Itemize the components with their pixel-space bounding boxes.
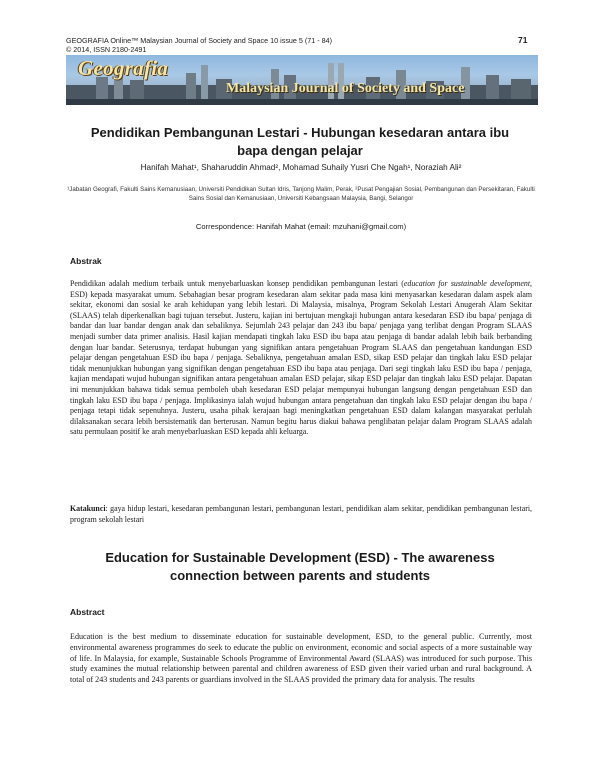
abstrak-italic-term: education for sustainable development: [403, 279, 531, 288]
abstrak-text-start: Pendidikan adalah medium terbaik untuk menyebarluaskan konsep pendidikan pembangunan lestari (: [70, 279, 404, 288]
abstrak-heading: Abstrak: [70, 256, 102, 266]
journal-banner: [66, 55, 538, 105]
journal-line: GEOGRAFIA Online™ Malaysian Journal of Society and Space 10 issue 5 (71 - 84): [66, 36, 333, 45]
banner-subtitle: Malaysian Journal of Society and Space: [226, 81, 465, 96]
keywords-malay: [70, 504, 532, 525]
journal-header: [66, 36, 536, 54]
article-title-malay: Pendidikan Pembangunan Lestari - Hubungan kesedaran antara ibu bapa dengan pelajar: [90, 125, 510, 158]
keywords-label: Katakunci: [70, 504, 106, 513]
abstrak-text-rest: , ESD) kepada masyarakat umum. Sebahagian besar program kesedaran alam sekitar pada masa kini menyasarkan kesedaran dalam aspek alam sekitar, ekonomi dan sosial ke arah kehidupan yang lebih lestari. Di Malaysia, misalnya, Program Sekolah Lestari Anugerah Alam Sekitar (SLAAS) telah diperkenalkan bagi tujuan tersebut. Justeru, kajian ini bertujuan mengkaji hubungan antara kesedaran ESD ibu bapa/ penjaga di bandar dan luar bandar dengan anak dan sebaliknya. Sejumlah 243 pelajar dan 243 ibu bapa/ penjaga yang terlibat dengan Program SLAAS menjadi sumber data primer analisis. Hasil kajian mendapati tingkah laku ESD ibu bapa atau penjaga di bandar adalah lebih baik berbanding dengan luar bandar. Seterusnya, terdapat hubungan yang signifikan antara pengetahuan Program SLAAS dan pengetahuan kandungan ESD pelajar dengan pengetahuan ESD ibu bapa / penjaga. Sebaliknya, pengetahuan amalan ESD, sikap ESD pelajar dan tingkah laku ESD pelajar tidak menunjukkan hubungan yang signifikan dengan pengetahuan ESD ibu bapa atau penjaga. Dari segi tingkah laku ESD ibu bapa / penjaga, kajian mendapati wujud hubungan signifikan antara pengetahuan amalan ESD pelajar, sikap ESD pelajar dan tingkah laku ESD pelajar. Dapatan ini menunjukkan bahawa tidak semua pemboleh ubah kesedaran ESD pelajar mempunyai hubungan langsung dengan pengetahuan ESD dan tingkah laku ESD ibu bapa / penjaga. Implikasinya ialah wujud hubungan antara pengetahuan dan tingkah laku ESD pelajar dengan ibu bapa / penjaga tetapi tidak sepenuhnya. Justeru, usaha pihak kerajaan bagi meningkatkan pengetahuan ESD dalam kalangan masyarakat perlulah dilaksanakan secara lebih bersistematik dan berterusan. Namun begitu harus diakui bahawa penglibatan pelajar dalam Program SLAAS adalah satu permulaan positif ke arah menyebarluaskan ESD kepada ahli keluarga.: [70, 279, 532, 437]
abstract-heading: Abstract: [70, 607, 105, 617]
author-affiliations: ¹Jabatan Geografi, Fakulti Sains Kemanusiaan, Universiti Pendidikan Sultan Idris, Tanjong Malim, Perak, ²Pusat Pengajian Sosial, Pembangunan dan Persekitaran, Fakulti Sains Sosial dan Kemanusiaan, Universiti Kebangsaan Malaysia, Bangi, Selangor: [67, 186, 535, 202]
copyright-line: © 2014, ISSN 2180-2491: [66, 45, 147, 54]
abstrak-body: [70, 279, 532, 438]
article-title-english: Education for Sustainable Development (ESD) - The awareness connection between parents and students: [105, 550, 495, 583]
page-number: 71: [518, 35, 528, 45]
author-list: Hanifah Mahat¹, Shaharuddin Ahmad², Mohamad Suhaily Yusri Che Ngah¹, Noraziah Ali²: [140, 163, 462, 172]
banner-title: Geografia: [78, 56, 169, 80]
abstract-body: Education is the best medium to disseminate education for sustainable development, ESD, to the general public. Currently, most environmental awareness programmes do seek to educate the public on environment, economic and social aspects of a more sustainable way of life. In Malaysia, for example, Sustainable Schools Programme of Environmental Award (SLAAS) was introduced for such purpose. This study examines the mutual relationship between parental and children awareness of ESD given their varied urban and rural background. A total of 243 students and 243 parents or guardians involved in the SLAAS provided the primary data for analysis. The results: [70, 632, 532, 685]
correspondence-line: Correspondence: Hanifah Mahat (email: mzuhani@gmail.com): [195, 222, 407, 231]
keywords-list: : gaya hidup lestari, kesedaran pembangunan lestari, pembangunan lestari, pendidikan alam sekitar, pendidikan pembangunan lestari, program sekolah lestari: [70, 504, 532, 524]
